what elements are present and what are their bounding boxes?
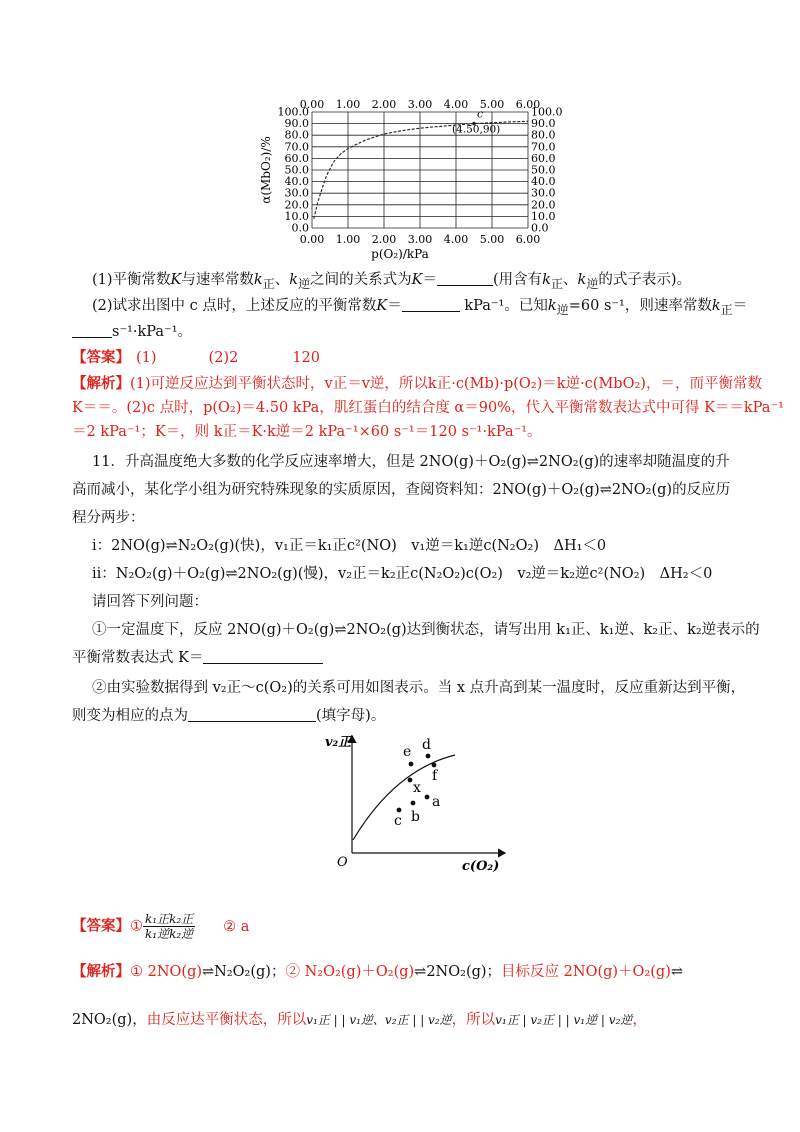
- analysis-1-line-1: 【解析】(1)可逆反应达到平衡状态时，v正＝v逆，所以k正·c(Mb)·p(O₂)＝k逆·c(MbO₂)，＝，而平衡常数: [72, 375, 762, 392]
- label-x: x: [413, 780, 421, 796]
- prompt: 请回答下列问题：: [92, 594, 208, 610]
- answer-blank[interactable]: [402, 297, 460, 312]
- analysis-2-line-2: 2NO₂(g)，由反应达平衡状态，所以v₁正 | | v₁逆、v₂正 | | v₂逆，所以v₁正 | v₂正 | | v₁逆 | v₂逆，: [72, 1012, 647, 1028]
- point-e: [409, 762, 414, 767]
- y-axis-label: α(MbO₂)/%: [259, 136, 273, 204]
- y-tick-left: 60.0: [284, 151, 309, 165]
- q11-line-1: 11．升高温度绝大多数的化学反应速率增大，但是 2NO(g)＋O₂(g)⇌2NO₂(g)的速率却随温度的升: [92, 454, 730, 470]
- q11-line-2: 高而减小，某化学小组为研究特殊现象的实质原因，查阅资料知：2NO(g)＋O₂(g)⇌2NO₂(g)的反应历: [72, 482, 731, 498]
- x-tick-top: 6.00: [515, 98, 541, 111]
- y-tick-left: 20.0: [284, 198, 309, 212]
- answer-1: 【答案】 (1) (2)2 120: [72, 349, 320, 366]
- label-b: b: [411, 809, 420, 825]
- y-tick-left: 50.0: [284, 163, 309, 177]
- y-tick-left: 40.0: [284, 175, 309, 189]
- point-b: [411, 801, 416, 806]
- y-tick-right: 90.0: [531, 117, 556, 131]
- answer-blank[interactable]: [203, 649, 323, 664]
- x-tick-top: 3.00: [407, 98, 433, 111]
- equilibrium-arrow-icon: ⇌: [225, 566, 238, 582]
- y-tick-right: 40.0: [531, 175, 556, 189]
- point-x: [408, 778, 413, 783]
- rate-diagram: [0, 728, 800, 878]
- point-d: [426, 754, 431, 759]
- x-tick-bottom: 6.00: [515, 233, 541, 246]
- point-a: [425, 795, 430, 800]
- label-a: a: [432, 794, 441, 810]
- y-tick-right: 100.0: [531, 105, 563, 119]
- step-i: i：2NO(g)⇌N₂O₂(g)(快)，v₁正＝k₁正c²(NO) v₁逆＝k₁逆c(N₂O₂) ΔH₁＜0: [92, 538, 607, 554]
- point-c: [397, 808, 402, 813]
- x-tick-top: 5.00: [479, 98, 505, 111]
- y-tick-right: 80.0: [531, 128, 556, 142]
- y-tick-left: 10.0: [284, 209, 309, 223]
- x-axis-label: c(O₂): [462, 859, 500, 874]
- y-tick-left: 70.0: [284, 140, 309, 154]
- y-tick-right: 10.0: [531, 209, 556, 223]
- x-tick-top: 1.00: [335, 98, 361, 111]
- sub-question-2-cont: 则变为相应的点为 (填字母)。: [72, 708, 386, 724]
- y-tick-right: 60.0: [531, 151, 556, 165]
- q10-line-1: (1)平衡常数K与速率常数$k_正$、$k_逆$之间的关系式为K＝ (用含有$k_正$、$k_逆$的式子表示)。: [92, 272, 692, 291]
- y-tick-right: 70.0: [531, 140, 556, 154]
- k-fraction: $\frac{\text{k₁正k₂正}}{\text{k₁逆k₂逆}}$: [145, 912, 194, 941]
- q10-line-2: (2)试求出图中 c 点时，上述反应的平衡常数K＝ kPa⁻¹。已知$k_逆=60$ s⁻¹，则速率常数$k_正=$: [92, 298, 748, 317]
- y-axis-label: v₂正: [325, 735, 352, 750]
- x-tick-top: 4.00: [443, 98, 469, 111]
- equilibrium-arrow-icon: ⇌: [599, 482, 612, 498]
- sub-question-1-cont: 平衡常数表达式 K＝: [72, 648, 800, 668]
- x-tick-bottom: 3.00: [407, 233, 433, 246]
- label-c: c: [394, 813, 402, 829]
- answer-blank[interactable]: [437, 271, 493, 286]
- x-tick-bottom: 5.00: [479, 233, 505, 246]
- label-e: e: [403, 744, 412, 760]
- saturation-chart: [0, 0, 800, 262]
- point-f: [432, 763, 437, 768]
- x-tick-top: 0.00: [299, 98, 325, 111]
- label-d: d: [422, 737, 431, 753]
- analysis-2-line-1: 【解析】① 2NO(g)⇌N₂O₂(g)；② N₂O₂(g)＋O₂(g)⇌2NO₂(g)；目标反应 2NO(g)＋O₂(g)⇌: [72, 963, 684, 980]
- y-tick-left: 80.0: [284, 128, 309, 142]
- y-tick-right: 30.0: [531, 186, 556, 200]
- point-c-coordinates: (4.50,90): [452, 123, 501, 136]
- y-tick-right: 0.0: [531, 221, 549, 235]
- q11-line-3: 程分两步：: [72, 510, 145, 526]
- q10-line-3: s⁻¹·kPa⁻¹。: [72, 322, 800, 342]
- x-tick-top: 2.00: [371, 98, 397, 111]
- analysis-1-line-3: ＝2 kPa⁻¹；K＝，则 k正＝K·k逆＝2 kPa⁻¹×60 s⁻¹＝120 s⁻¹·kPa⁻¹。: [72, 424, 542, 440]
- y-tick-right: 50.0: [531, 163, 556, 177]
- x-tick-bottom: 4.00: [443, 233, 469, 246]
- equilibrium-arrow-icon: ⇌: [526, 454, 539, 470]
- x-tick-bottom: 1.00: [335, 233, 361, 246]
- answer-blank[interactable]: [72, 323, 112, 338]
- sub-question-1: ①一定温度下，反应 2NO(g)＋O₂(g)⇌2NO₂(g)达到衡状态，请写出用 k₁正、k₁逆、k₂正、k₂逆表示的: [92, 622, 760, 638]
- x-tick-bottom: 0.00: [299, 233, 325, 246]
- sub-question-2: ②由实验数据得到 v₂正～c(O₂)的关系可用如图表示。当 x 点升高到某一温度时，反应重新达到平衡，: [92, 680, 746, 696]
- equilibrium-arrow-icon: ⇌: [165, 538, 178, 554]
- answer-2: 【答案】① $\frac{\text{k₁正k₂正}}{\text{k₁逆k₂逆}}$ ② a: [72, 912, 250, 941]
- y-tick-left: 30.0: [284, 186, 309, 200]
- y-tick-left: 90.0: [284, 117, 309, 131]
- y-tick-right: 20.0: [531, 198, 556, 212]
- equilibrium-arrow-icon: ⇌: [670, 964, 684, 980]
- y-tick-left: 100.0: [277, 105, 309, 119]
- analysis-1-line-2: K＝＝。(2)c 点时，p(O₂)＝4.50 kPa，肌红蛋白的结合度 α＝90%，代入平衡常数表达式中可得 K＝＝kPa⁻¹: [72, 400, 784, 416]
- x-tick-bottom: 2.00: [371, 233, 397, 246]
- origin-label: O: [337, 855, 348, 870]
- y-tick-left: 0.0: [291, 221, 309, 235]
- answer-blank[interactable]: [188, 707, 316, 722]
- equilibrium-arrow-icon: ⇌: [202, 964, 215, 980]
- equilibrium-arrow-icon: ⇌: [334, 622, 347, 638]
- step-ii: ii：N₂O₂(g)＋O₂(g)⇌2NO₂(g)(慢)，v₂正＝k₂正c(N₂O₂)c(O₂) v₂逆＝k₂逆c²(NO₂) ΔH₂＜0: [92, 566, 713, 582]
- label-f: f: [432, 768, 438, 784]
- point-c-label: c: [477, 107, 484, 121]
- x-axis-label: p(O₂)/kPa: [371, 247, 429, 261]
- equilibrium-arrow-icon: ⇌: [414, 964, 427, 980]
